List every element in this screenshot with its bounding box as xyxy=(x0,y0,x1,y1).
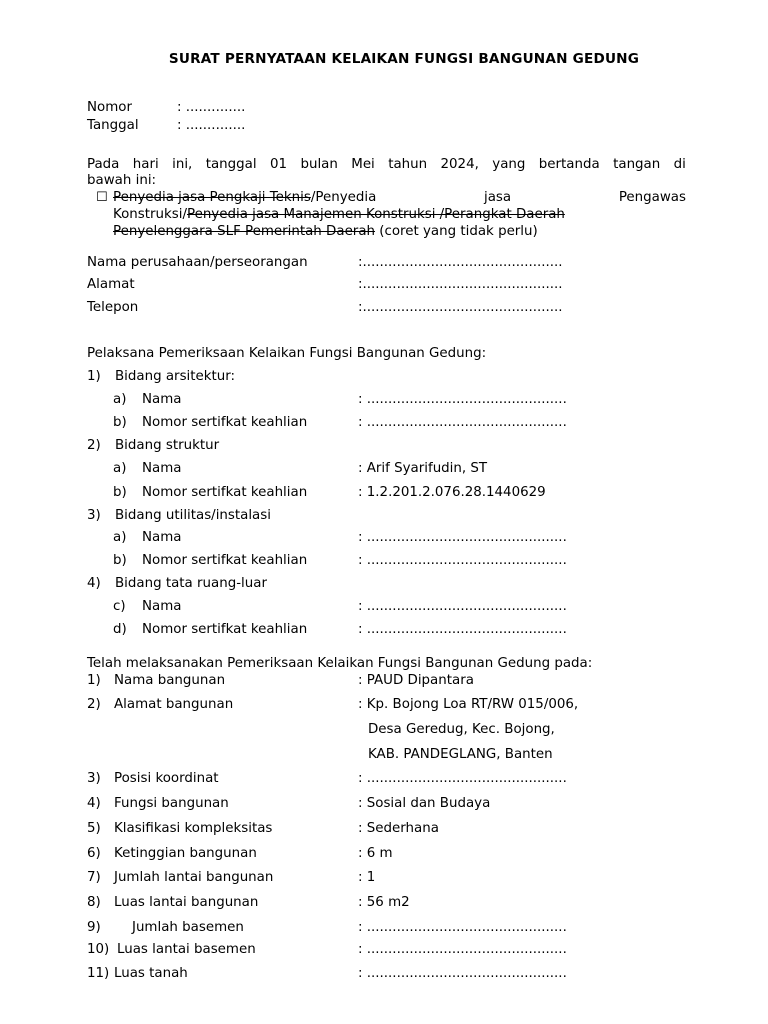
item-label: Nama xyxy=(142,530,182,545)
intro-word: tanggal xyxy=(205,157,257,172)
bangunan-label: Luas tanah xyxy=(114,966,188,981)
intro-word: Mei xyxy=(351,157,375,172)
bangunan-address-line: Desa Geredug, Kec. Bojong, xyxy=(368,722,555,737)
item-letter: b) xyxy=(113,553,127,568)
item-letter: a) xyxy=(113,530,127,545)
bangunan-address-line: KAB. PANDEGLANG, Banten xyxy=(368,747,553,762)
item-letter: c) xyxy=(113,599,126,614)
bangunan-value: : Sosial dan Budaya xyxy=(358,796,491,811)
bangunan-value: : PAUD Dipantara xyxy=(358,673,474,688)
item-value: : ............................................... xyxy=(358,599,567,614)
item-letter: b) xyxy=(113,485,127,500)
bangunan-value: : 6 m xyxy=(358,846,393,861)
item-value: : ............................................... xyxy=(358,530,567,545)
group-title: Bidang arsitektur: xyxy=(115,369,236,384)
company-phone-value: :............................................... xyxy=(358,300,563,315)
option-manajemen-konstruksi: Penyedia jasa Manajemen Konstruksi /Perangkat Daerah xyxy=(186,207,565,222)
bangunan-number: 9) xyxy=(87,920,101,935)
bangunan-value: : 56 m2 xyxy=(358,895,410,910)
intro-line-1 xyxy=(87,157,686,173)
bangunan-label: Jumlah lantai bangunan xyxy=(114,870,274,885)
option-pengkaji-teknis: Penyedia jasa Pengkaji Teknis xyxy=(113,190,311,205)
group-title: Bidang utilitas/instalasi xyxy=(115,508,271,523)
intro-word: hari xyxy=(132,157,159,172)
bangunan-value: : ............................................... xyxy=(358,771,567,786)
item-value: : ............................................... xyxy=(358,622,567,637)
nomor-value: : .............. xyxy=(177,100,246,115)
bangunan-number: 2) xyxy=(87,697,101,712)
item-value: : 1.2.201.2.076.28.1440629 xyxy=(358,485,546,500)
item-label: Nomor sertifkat keahlian xyxy=(142,553,308,568)
option-word: Penyedia xyxy=(315,190,377,205)
bangunan-label: Nama bangunan xyxy=(114,673,226,688)
group-number: 3) xyxy=(87,508,101,523)
bangunan-number: 10) xyxy=(87,942,110,957)
option-line-3 xyxy=(113,224,538,240)
item-label: Nomor sertifkat keahlian xyxy=(142,622,308,637)
option-note: (coret yang tidak perlu) xyxy=(375,224,538,239)
bangunan-label: Luas lantai basemen xyxy=(117,942,256,957)
item-value: : Arif Syarifudin, ST xyxy=(358,461,488,476)
option-line-2 xyxy=(113,207,686,223)
option-word: Konstruksi xyxy=(113,207,183,222)
pelaksana-heading: Pelaksana Pemeriksaan Kelaikan Fungsi Bangunan Gedung: xyxy=(87,346,487,361)
intro-line-2: bawah ini: xyxy=(87,173,157,188)
tanggal-label: Tanggal xyxy=(87,118,139,133)
bangunan-number: 8) xyxy=(87,895,101,910)
item-letter: a) xyxy=(113,461,127,476)
item-letter: a) xyxy=(113,392,127,407)
bangunan-value: : ............................................... xyxy=(358,942,567,957)
item-label: Nama xyxy=(142,392,182,407)
group-number: 1) xyxy=(87,369,101,384)
intro-word: ini, xyxy=(172,157,193,172)
bangunan-value: : 1 xyxy=(358,870,376,885)
bangunan-number: 3) xyxy=(87,771,101,786)
company-name-label: Nama perusahaan/perseorangan xyxy=(87,255,308,270)
bangunan-number: 1) xyxy=(87,673,101,688)
company-name-value: :............................................... xyxy=(358,255,563,270)
bangunan-number: 5) xyxy=(87,821,101,836)
slash-separator: / xyxy=(182,207,187,222)
group-title: Bidang struktur xyxy=(115,438,220,453)
nomor-label: Nomor xyxy=(87,100,132,115)
bangunan-label: Posisi koordinat xyxy=(114,771,219,786)
tanggal-value: : .............. xyxy=(177,118,246,133)
company-phone-label: Telepon xyxy=(87,300,139,315)
option-penyelenggara-slf: Penyelenggara SLF Pemerintah Daerah xyxy=(113,224,376,239)
group-number: 4) xyxy=(87,576,101,591)
intro-word: tangan xyxy=(613,157,661,172)
item-label: Nomor sertifkat keahlian xyxy=(142,485,308,500)
company-address-label: Alamat xyxy=(87,277,135,292)
bangunan-value: : ............................................... xyxy=(358,966,567,981)
company-address-value: :............................................... xyxy=(358,277,563,292)
bangunan-label: Alamat bangunan xyxy=(114,697,234,712)
item-value: : ............................................... xyxy=(358,553,567,568)
intro-word: di xyxy=(673,157,686,172)
document-title: SURAT PERNYATAAN KELAIKAN FUNGSI BANGUNAN GEDUNG xyxy=(168,51,640,67)
intro-word: Pada xyxy=(87,157,120,172)
checkbox-icon[interactable]: ☐ xyxy=(96,190,108,205)
bangunan-value: : Sederhana xyxy=(358,821,439,836)
bangunan-number: 4) xyxy=(87,796,101,811)
bangunan-number: 11) xyxy=(87,966,110,981)
intro-word: tahun xyxy=(388,157,428,172)
group-title: Bidang tata ruang-luar xyxy=(115,576,267,591)
bangunan-value: : Kp. Bojong Loa RT/RW 015/006, xyxy=(358,697,579,712)
bangunan-label: Fungsi bangunan xyxy=(114,796,229,811)
intro-word: 2024, xyxy=(440,157,479,172)
bangunan-value: : ............................................... xyxy=(358,920,567,935)
item-letter: b) xyxy=(113,415,127,430)
item-letter: d) xyxy=(113,622,127,637)
option-word: Pengawas xyxy=(618,190,686,205)
option-word: jasa xyxy=(484,190,512,205)
intro-word: bertanda xyxy=(538,157,600,172)
intro-word: bulan xyxy=(300,157,338,172)
bangunan-label: Luas lantai bangunan xyxy=(114,895,259,910)
bangunan-number: 6) xyxy=(87,846,101,861)
intro-word: yang xyxy=(492,157,526,172)
intro-word: 01 xyxy=(270,157,288,172)
item-label: Nama xyxy=(142,461,182,476)
bangunan-label: Klasifikasi kompleksitas xyxy=(114,821,273,836)
group-number: 2) xyxy=(87,438,101,453)
bangunan-label: Jumlah basemen xyxy=(132,920,244,935)
item-label: Nama xyxy=(142,599,182,614)
slash-separator: / xyxy=(310,190,316,205)
item-value: : ............................................... xyxy=(358,415,567,430)
option-line-1 xyxy=(113,190,686,206)
bangunan-heading: Telah melaksanakan Pemeriksaan Kelaikan Fungsi Bangunan Gedung pada: xyxy=(87,656,593,671)
bangunan-label: Ketinggian bangunan xyxy=(114,846,257,861)
item-label: Nomor sertifkat keahlian xyxy=(142,415,308,430)
bangunan-number: 7) xyxy=(87,870,101,885)
item-value: : ............................................... xyxy=(358,392,567,407)
